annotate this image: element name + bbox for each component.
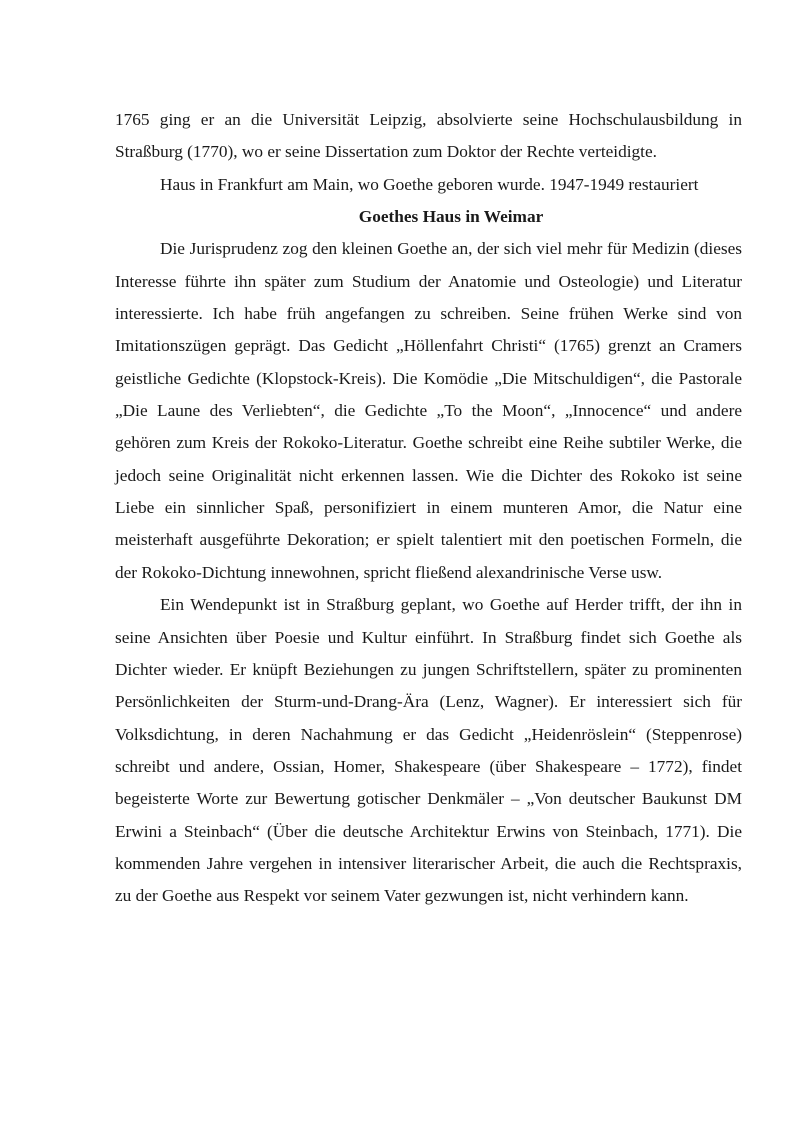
paragraph-strassburg: Ein Wendepunkt ist in Straßburg geplant, wo Goethe auf Herder trifft, der ihn in seine Ansichten über Poesie und Kultur einführt. In Straßburg findet sich Goethe als Dichter wieder. Er knüpft Beziehungen zu jungen Schriftstellern, später zu prominenten Persönlichkeiten der Sturm-und-Drang-Ära (Lenz, Wagner). Er interessiert sich für Volksdichtung, in deren Nachahmung er das Gedicht „Heidenröslein“ (Steppenrose) schreibt und andere, Ossian, Homer, Shakespeare (über Shakespeare – 1772), findet begeisterte Worte zur Bewertung gotischer Denkmäler – „Von deutscher Baukunst DM Erwini a Steinbach“ (Über die deutsche Architektur Erwins von Steinbach, 1771). Die kommenden Jahre vergehen in intensiver literarischer Arbeit, die auch die Rechtspraxis, zu der Goethe aus Respekt vor seinem Vater gezwungen ist, nicht verhindern kann.: [115, 595, 742, 906]
paragraph-university: 1765 ging er an die Universität Leipzig, absolvierte seine Hochschulausbildung in Straßburg (1770), wo er seine Dissertation zum Doktor der Rechte verteidigte.: [115, 110, 742, 162]
paragraph-early-works: Die Jurisprudenz zog den kleinen Goethe an, der sich viel mehr für Medizin (dieses Interesse führte ihn später zum Studium der Anatomie und Osteologie) und Literatur interessierte. Ich habe früh angefangen zu schreiben. Seine frühen Werke sind von Imitationszügen geprägt. Das Gedicht „Höllenfahrt Christi“ (1765) grenzt an Cramers geistliche Gedichte (Klopstock-Kreis). Die Komödie „Die Mitschuldigen“, die Pastorale „Die Laune des Verliebten“, die Gedichte „To the Moon“, „Innocence“ und andere gehören zum Kreis der Rokoko-Literatur. Goethe schreibt eine Reihe subtiler Werke, die jedoch seine Originalität nicht erkennen lassen. Wie die Dichter des Rokoko ist seine Liebe ein sinnlicher Spaß, personifiziert in einem munteren Amor, die Natur eine meisterhaft ausgeführte Dekoration; er spielt talentiert mit den poetischen Formeln, die der Rokoko-Dichtung innewohnen, spricht fließend alexandrinische Verse usw.: [115, 239, 742, 582]
caption-weimar-house-heading: Goethes Haus in Weimar: [358, 207, 544, 227]
document-page: [115, 104, 742, 913]
caption-frankfurt-house: Haus in Frankfurt am Main, wo Goethe geboren wurde. 1947-1949 restauriert: [160, 174, 699, 194]
